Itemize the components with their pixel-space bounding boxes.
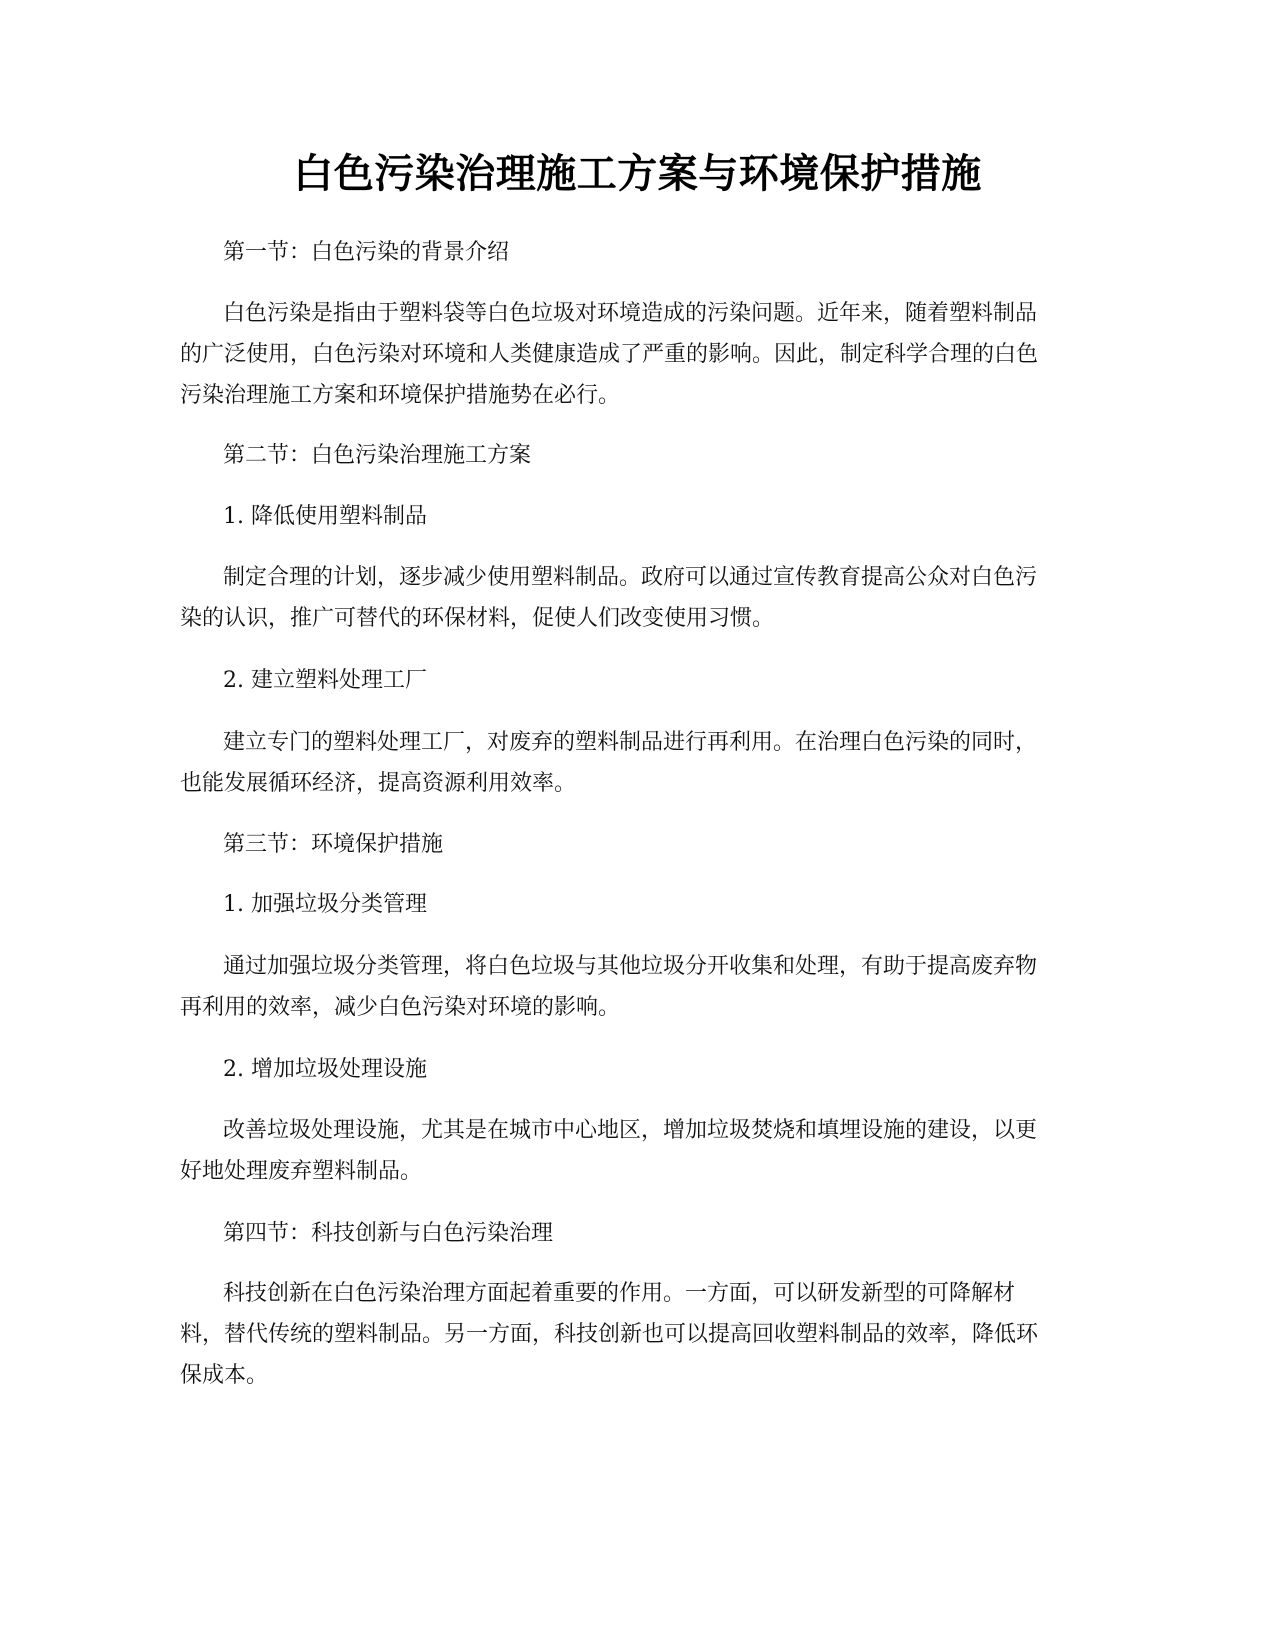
section-2-item-2-paragraph: 建立专门的塑料处理工厂，对废弃的塑料制品进行再利用。在治理白色污染的同时，也能发展循环经济，提高资源利用效率。	[180, 730, 1038, 796]
section-1-paragraph: 白色污染是指由于塑料袋等白色垃圾对环境造成的污染问题。近年来，随着塑料制品的广泛使用，白色污染对环境和人类健康造成了严重的影响。因此，制定科学合理的白色污染治理施工方案和环境保护措施势在必行。	[180, 301, 1039, 408]
section-2-heading: 第二节：白色污染治理施工方案	[223, 443, 532, 468]
section-3-item-1-heading: 1. 加强垃圾分类管理	[223, 892, 427, 917]
section-2-item-1-heading: 1. 降低使用塑料制品	[223, 504, 427, 529]
section-3-item-1-paragraph: 通过加强垃圾分类管理，将白色垃圾与其他垃圾分开收集和处理，有助于提高废弃物再利用的效率，减少白色污染对环境的影响。	[180, 954, 1038, 1020]
section-4-paragraph: 科技创新在白色污染治理方面起着重要的作用。一方面，可以研发新型的可降解材料，替代传统的塑料制品。另一方面，科技创新也可以提高回收塑料制品的效率，降低环保成本。	[180, 1281, 1039, 1388]
section-4-heading: 第四节：科技创新与白色污染治理	[223, 1221, 554, 1246]
section-3-item-2-paragraph: 改善垃圾处理设施，尤其是在城市中心地区，增加垃圾焚烧和填埋设施的建设，以更好地处理废弃塑料制品。	[180, 1118, 1038, 1184]
section-3-heading: 第三节：环境保护措施	[223, 832, 444, 857]
section-3-item-2-heading: 2. 增加垃圾处理设施	[223, 1057, 427, 1082]
section-2-item-2-heading: 2. 建立塑料处理工厂	[223, 668, 427, 693]
section-2-item-1-paragraph: 制定合理的计划，逐步减少使用塑料制品。政府可以通过宣传教育提高公众对白色污染的认识，推广可替代的环保材料，促使人们改变使用习惯。	[180, 565, 1038, 631]
section-1-heading: 第一节：白色污染的背景介绍	[223, 240, 510, 265]
document-title: 白色污染治理施工方案与环境保护措施	[293, 151, 982, 197]
